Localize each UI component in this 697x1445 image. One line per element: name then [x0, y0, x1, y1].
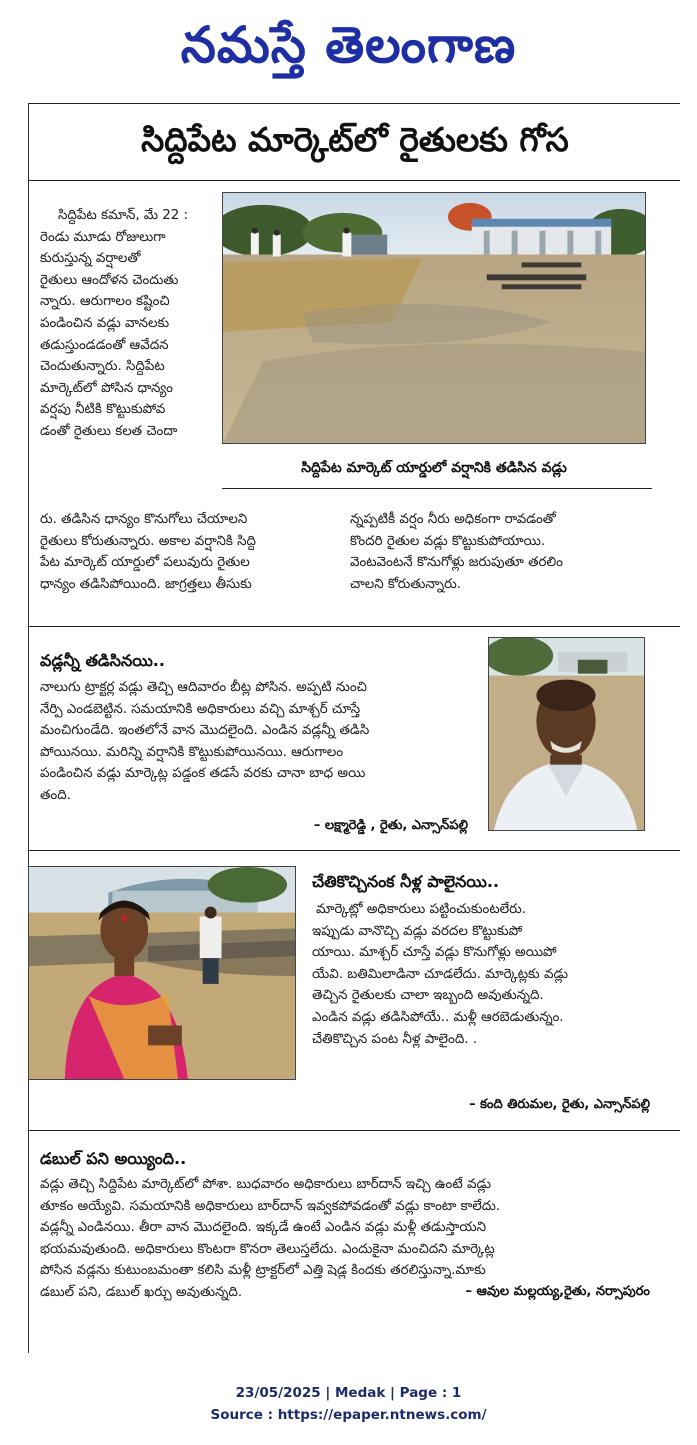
story1-line: మంచిగుండేది. ఇంతలోనే వాన మొదలైంది. ఎండిన వడ్లన్నీ తడిసి — [40, 723, 370, 739]
lead-line: రు. తడిసిన ధాన్యం కొనుగోలు చేయాలని — [40, 512, 248, 527]
story2-attribution: – కంది తిరుమల, రైతు, ఎన్సాన్‌పల్లి — [469, 1097, 650, 1112]
lead-column-text — [40, 205, 212, 443]
woman-farmer-photo — [28, 866, 296, 1080]
section-rule — [28, 850, 680, 851]
top-rule — [28, 103, 680, 104]
lead-line: పండించిన వడ్లు వానలకు — [40, 315, 170, 331]
story3-line: వడ్లు తెచ్చి సిద్దిపేట మార్కెట్‌లో పోశా. బుధవారం అధికారులు బార్‌దాన్‌ ఇచ్చి ఉంటే వడ్లు — [40, 1177, 492, 1192]
headline: సిద్దిపేట మార్కెట్‌లో రైతులకు గోస — [141, 120, 569, 159]
lead-line: ధాన్యం తడిసిపోయింది. జాగ్రత్తలు తీసుకు — [40, 576, 252, 592]
story1-line: నేర్పి ఎండబెట్టిన. సమయానికి అధికారులు వచ్చి మాశ్చర్‌ చూస్తే — [40, 701, 361, 717]
lead-line: మార్కెట్‌లో పోసిన ధాన్యం — [40, 380, 173, 396]
lead-line: న్నప్పటికీ వర్షం నీరు అధికంగా రావడంతో — [350, 512, 556, 527]
lead-continuation-left — [40, 509, 340, 595]
lead-line: సిద్దిపేట కమాన్‌, మే 22 : — [58, 208, 189, 223]
story2-line: యాయి. మాశ్చర్‌ చూస్తే వడ్లు కొనుగోళ్లు అయిపో — [312, 945, 557, 961]
story2-text — [312, 899, 652, 1050]
story1-text — [40, 677, 464, 807]
story3-line: డబుల్‌ పని, డబుల్‌ ఖర్చు అవుతున్నది. — [40, 1284, 243, 1300]
lead-line: రైతులు కోరుతున్నారు. అకాల వర్షానికి సిద్ది — [40, 533, 256, 549]
headline-rule — [28, 180, 680, 181]
story3-line: పోసిన వడ్లను కుటుంబమంతా కలిసి మళ్లీ ట్రాక్టర్‌లో ఎత్తి షెడ్ల కిందకు తరలిస్తున్నా.మాకు — [40, 1263, 486, 1279]
story1-attribution: – లక్ష్మారెడ్డి , రైతు, ఎన్సాన్‌పల్లి — [313, 818, 468, 833]
story2-title: చేతికొచ్చినంక నీళ్ల పాలైనయి.. — [312, 872, 500, 891]
farmer-portrait-photo — [488, 637, 645, 831]
lead-line: రైతులు ఆందోళన చెందుతు — [40, 272, 179, 288]
lead-line: కురుస్తున్న వర్షాలతో — [40, 251, 141, 267]
story2-line: మార్కెట్లో అధికారులు పట్టించుకుంటలేరు. — [316, 902, 526, 917]
left-frame-rule — [28, 103, 29, 1353]
story2-line: తెచ్చిన రైతులకు చాలా ఇబ్బంది అవుతున్నది. — [312, 988, 544, 1004]
lead-line: వర్షపు నీటికి కొట్టుకుపోవ — [40, 402, 166, 418]
lead-line: న్నారు. ఆరుగాలం కష్టించి — [40, 294, 170, 310]
lead-line: వెంటవెంటనే కొనుగోళ్లు జరుపుతూ తరలిం — [350, 555, 563, 571]
story3-line: తూకం అయ్యేవి. సమయానికి అధికారులు బార్‌దాన్‌ ఇవ్వకపోవడంతో వడ్లు కాంటా కాలేదు. — [40, 1198, 501, 1214]
caption-rule — [222, 488, 652, 489]
lead-continuation-right — [350, 509, 650, 595]
story2-line: ఇప్పుడు వానొచ్చి వడ్లు వరదల కొట్టుకుపో — [312, 923, 523, 939]
lead-line: రెండు మూడు రోజులుగా — [40, 229, 166, 245]
story3-attribution: – ఆవుల మల్లయ్య,రైతు, నర్సాపురం — [465, 1284, 650, 1299]
main-photo-caption: సిద్దిపేట మార్కెట్‌ యార్డులో వర్షానికి తడిసిన వడ్లు — [301, 460, 567, 476]
lead-line: చెందుతున్నారు. సిద్దిపేట — [40, 359, 165, 375]
footer-date-edition: 23/05/2025 | Medak | Page : 1 — [235, 1385, 462, 1401]
story3-title: డబుల్‌ పని అయ్యింది.. — [40, 1149, 187, 1168]
story3-line: వడ్లన్నీ ఎండినయి. తీరా వాన మొదలైంది. ఇక్కడే ఉంటే ఎండిన వడ్లు మళ్లీ తడుస్తాయని — [40, 1220, 487, 1236]
story1-title: వడ్లన్నీ తడిసినయి.. — [40, 651, 165, 670]
lead-line: చాలని కోరుతున్నారు. — [350, 576, 462, 592]
story1-line: పండించిన వడ్లు మార్కెట్ల పడ్డంక తడసే వరకు చానా బాధ అయి — [40, 766, 366, 782]
lead-line: తడుస్తుండడంతో ఆవేదన — [40, 337, 169, 353]
story1-line: పోయినయి. మరిన్ని వర్షానికి కొట్టుకుపోయినయి. ఆరుగాలం — [40, 744, 343, 760]
story2-line: యేవి. బతిమిలాడినా చూడలేదు. మార్కెట్లకు వడ్లు — [312, 966, 569, 982]
lead-line: పేట మార్కెట్‌ యార్డులో పలువురు రైతుల — [40, 555, 250, 571]
story3-line: భయమవుతుంది. అధికారులు కొంటరా కొనరా తెలుస్తలేదు. ఎందుకైనా మంచిదని మార్కెట్ల — [40, 1241, 495, 1257]
market-yard-photo — [222, 192, 646, 444]
story2-line: ఎండిన వడ్లు తడిసిపోయే.. మళ్లీ ఆరబెడుతున్నం. — [312, 1009, 564, 1025]
lead-line: కొందరి రైతుల వడ్లు కొట్టుకుపోయాయి. — [350, 533, 546, 549]
lead-line: డంతో రైతులు కలత చెందా — [40, 423, 178, 439]
section-rule — [28, 626, 680, 627]
footer-source-link[interactable]: Source : https://epaper.ntnews.com/ — [210, 1407, 487, 1423]
section-rule — [28, 1130, 680, 1131]
story1-line: నాలుగు ట్రాక్టర్ల వడ్లు తెచ్చి ఆదివారం బీట్ల పోసిన. అప్పటి నుంచి — [40, 680, 367, 695]
masthead-logo: నమస్తే తెలంగాణ — [180, 16, 517, 74]
story2-line: చేతికొచ్చిన పంట నీళ్ల పాలైంది. . — [312, 1031, 478, 1047]
story1-line: తంది. — [40, 787, 71, 803]
